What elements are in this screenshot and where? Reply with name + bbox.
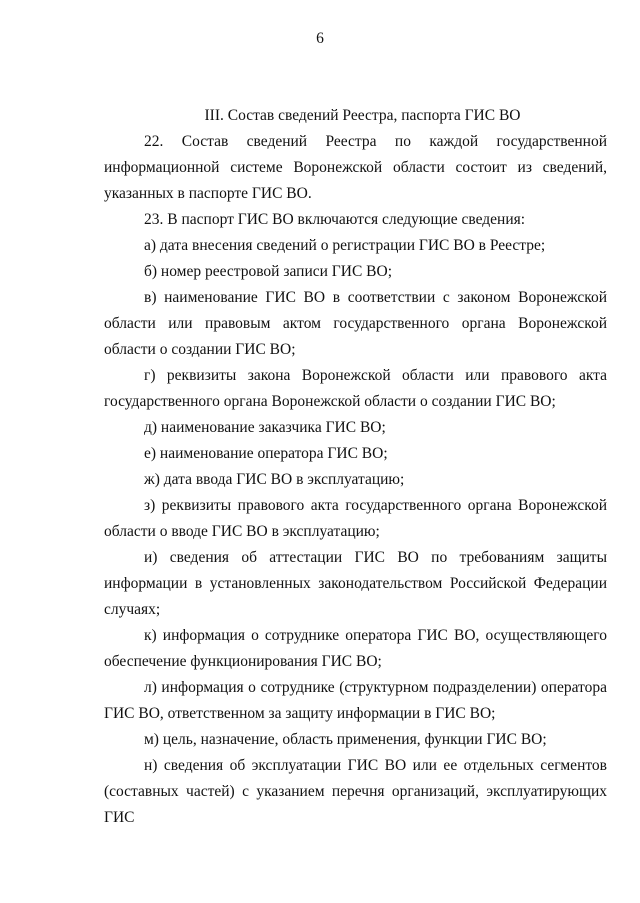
list-item-e: е) наименование оператора ГИС ВО; (144, 445, 388, 462)
list-item-n: н) сведения об эксплуатации ГИС ВО или ее отдельных сегментов (составных частей) с указанием перечня организаций, эксплуатирующих ГИС (104, 757, 607, 826)
document-body (104, 103, 607, 831)
page-number: 6 (316, 30, 324, 47)
list-item-d: д) наименование заказчика ГИС ВО; (144, 419, 386, 436)
list-item-a: а) дата внесения сведений о регистрации ГИС ВО в Реестре; (144, 237, 546, 254)
list-item-l: л) информация о сотруднике (структурном подразделении) оператора ГИС ВО, ответственном за защиту информации в ГИС ВО; (104, 679, 607, 722)
list-item-z: з) реквизиты правового акта государственного органа Воронежской области о вводе ГИС ВО в эксплуатацию; (104, 497, 607, 540)
section-heading: III. Состав сведений Реестра, паспорта ГИС ВО (204, 107, 521, 124)
list-item-zh: ж) дата ввода ГИС ВО в эксплуатацию; (144, 471, 405, 488)
list-item-k: к) информация о сотруднике оператора ГИС ВО, осуществляющего обеспечение функционирования ГИС ВО; (104, 627, 607, 670)
list-item-g: г) реквизиты закона Воронежской области или правового акта государственного органа Воронежской области о создании ГИС ВО; (104, 367, 607, 410)
paragraph-23: 23. В паспорт ГИС ВО включаются следующие сведения: (144, 211, 526, 228)
paragraph-22: 22. Состав сведений Реестра по каждой государственной информационной системе Воронежской области состоит из сведений, указанных в паспорте ГИС ВО. (104, 133, 607, 202)
list-item-i: и) сведения об аттестации ГИС ВО по требованиям защиты информации в установленных законодательством Российской Федерации случаях; (104, 549, 607, 618)
list-item-m: м) цель, назначение, область применения, функции ГИС ВО; (144, 731, 547, 748)
list-item-v: в) наименование ГИС ВО в соответствии с законом Воронежской области или правовым актом государственного органа Воронежской области о создании ГИС ВО; (104, 289, 607, 358)
list-item-b: б) номер реестровой записи ГИС ВО; (144, 263, 392, 280)
